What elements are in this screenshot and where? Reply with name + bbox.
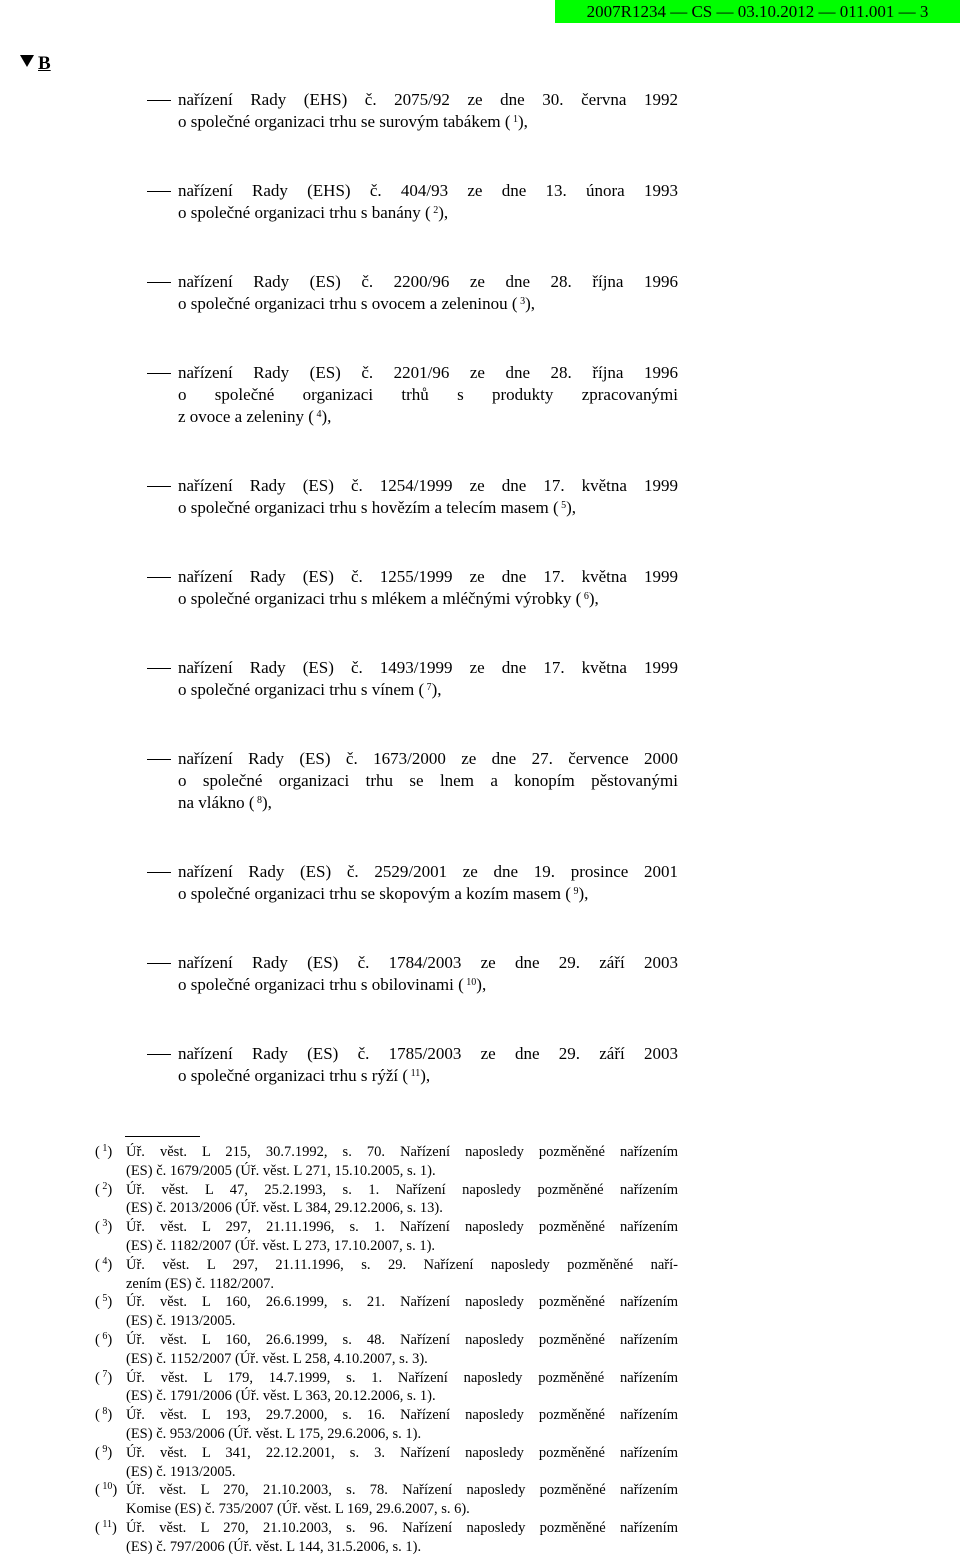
regulation-subject-text: o společné organizaci trhu s banány (	[178, 203, 431, 222]
regulation-text	[178, 1043, 678, 1087]
footnote-number: ( $^4$)	[95, 1255, 113, 1273]
footnote	[95, 1218, 680, 1256]
footnote	[95, 1293, 680, 1331]
footnote-line: (ES) č. 1913/2005.	[126, 1463, 236, 1480]
footnote-text	[126, 1256, 678, 1294]
footnote-number: ( $^{10}$)	[95, 1481, 118, 1499]
regulation-subject-text: o společné organizaci trhu s hovězím a telecím masem (	[178, 498, 559, 517]
footnote-text	[126, 1481, 678, 1519]
footnote-line: Úř. věst. L 179, 14.7.1999, s. 1. Nařízení naposledy pozměněné nařízením	[126, 1369, 678, 1386]
regulation-text	[178, 748, 678, 814]
regulation-entry	[0, 657, 960, 701]
footnote-number: ( $^{11}$)	[95, 1518, 117, 1536]
marker-label: B	[38, 53, 51, 74]
footnote-ref[interactable]: 8	[256, 795, 262, 806]
footnote-divider	[125, 1136, 200, 1137]
footnote-number: ( $^1$)	[95, 1143, 113, 1160]
regulation-entry	[0, 362, 960, 428]
regulation-subject-tail: ),	[321, 407, 332, 426]
footnote-line: (ES) č. 1679/2005 (Úř. věst. L 271, 15.10.2005, s. 1).	[126, 1162, 436, 1179]
regulation-entry	[0, 952, 960, 996]
regulation-text	[178, 566, 678, 610]
footnote-line: Úř. věst. L 193, 29.7.2000, s. 16. Nařízení naposledy pozměněné nařízením	[126, 1407, 678, 1424]
footnote-number: ( $^8$)	[95, 1406, 113, 1424]
em-dash-icon	[147, 668, 171, 669]
regulation-subject	[178, 974, 678, 996]
footnote	[95, 1369, 680, 1407]
footnote-ref[interactable]: 4	[316, 409, 322, 420]
footnote-line: (ES) č. 953/2006 (Úř. věst. L 175, 29.6.2006, s. 1).	[126, 1425, 422, 1442]
footnote-number: ( $^7$)	[95, 1368, 113, 1386]
footnote-text	[126, 1444, 678, 1482]
footnote-number: ( $^3$)	[95, 1218, 113, 1236]
footnote-text	[126, 1406, 678, 1444]
regulation-subject-tail: ),	[420, 1066, 431, 1085]
footnote	[95, 1331, 680, 1369]
amendment-marker	[20, 53, 51, 75]
footnote-line: zením (ES) č. 1182/2007.	[126, 1275, 275, 1292]
regulation-subject	[178, 1065, 678, 1087]
footnote-ref[interactable]: 6	[583, 591, 589, 602]
em-dash-icon	[147, 872, 171, 873]
footnote-ref[interactable]: 9	[573, 886, 579, 897]
regulation-subject-text: o společné organizaci trhu se surovým tabákem (	[178, 112, 511, 131]
regulation-subject	[178, 497, 678, 519]
footnote-ref[interactable]: 1	[513, 114, 518, 125]
regulation-entry	[0, 861, 960, 905]
regulation-entry	[0, 89, 960, 133]
regulation-text	[178, 952, 678, 996]
regulation-title-line: nařízení Rady (EHS) č. 2075/92 ze dne 30. června 1992	[178, 90, 678, 109]
footnote-text	[126, 1369, 678, 1407]
footnote	[95, 1444, 680, 1482]
regulation-subject-text: na vlákno (	[178, 793, 255, 812]
regulation-subject	[178, 588, 678, 610]
footnote-number: ( $^2$)	[95, 1180, 113, 1198]
em-dash-icon	[147, 282, 171, 283]
footnote	[95, 1481, 680, 1519]
regulation-title-line: nařízení Rady (ES) č. 2529/2001 ze dne 19. prosince 2001	[178, 862, 678, 881]
em-dash-icon	[147, 759, 171, 760]
regulation-subject	[178, 883, 678, 905]
regulation-subject	[178, 406, 678, 428]
footnote-line: (ES) č. 1182/2007 (Úř. věst. L 273, 17.10.2007, s. 1).	[126, 1237, 436, 1254]
footnote-line: Úř. věst. L 341, 22.12.2001, s. 3. Nařízení naposledy pozměněné nařízením	[126, 1444, 678, 1461]
regulation-subject-text: z ovoce a zeleniny (	[178, 407, 314, 426]
regulation-title-line: nařízení Rady (EHS) č. 404/93 ze dne 13. února 1993	[178, 181, 678, 200]
regulation-subject-text: o společné organizaci trhu s rýží (	[178, 1066, 409, 1085]
footnote-line: Úř. věst. L 47, 25.2.1993, s. 1. Nařízení naposledy pozměněné nařízením	[126, 1181, 678, 1198]
em-dash-icon	[147, 191, 171, 192]
footnote-line: Úř. věst. L 270, 21.10.2003, s. 96. Nařízení naposledy pozměněné nařízením	[126, 1519, 678, 1536]
footnotes	[95, 1143, 680, 1557]
regulation-subject-tail: ),	[518, 112, 528, 131]
regulation-subject-tail: ),	[588, 589, 599, 608]
footnote-text	[126, 1331, 678, 1369]
footnote	[95, 1519, 680, 1557]
regulation-subject	[178, 293, 678, 315]
footnote-ref[interactable]: 7	[426, 682, 432, 693]
regulation-title-line: nařízení Rady (ES) č. 1255/1999 ze dne 17. května 1999	[178, 567, 678, 586]
document-header: 2007R1234 — CS — 03.10.2012 — 011.001 — 3	[555, 0, 960, 23]
em-dash-icon	[147, 373, 171, 374]
regulation-entry	[0, 566, 960, 610]
regulation-subject-text: o společné organizaci trhu s obilovinami (	[178, 975, 464, 994]
footnote-line: (ES) č. 1913/2005.	[126, 1313, 236, 1330]
footnote	[95, 1406, 680, 1444]
regulation-subject-line: o společné organizaci trhu se lnem a konopím pěstovanými	[178, 771, 678, 790]
footnote-line: Úř. věst. L 215, 30.7.1992, s. 70. Nařízení naposledy pozměněné nařízením	[126, 1144, 678, 1160]
regulation-subject	[178, 111, 678, 133]
footnote-number: ( $^6$)	[95, 1330, 113, 1348]
regulation-subject-text: o společné organizaci trhu s vínem (	[178, 680, 425, 699]
regulation-subject-tail: ),	[476, 975, 487, 994]
regulation-title-line: nařízení Rady (ES) č. 2201/96 ze dne 28. října 1996	[178, 363, 678, 382]
footnote-line: Komise (ES) č. 735/2007 (Úř. věst. L 169, 29.6.2007, s. 6).	[126, 1501, 470, 1518]
footnote-line: Úř. věst. L 297, 21.11.1996, s. 29. Nařízení naposledy pozměněné naří-	[126, 1256, 678, 1273]
regulation-text	[178, 861, 678, 905]
footnote-line: Úř. věst. L 270, 21.10.2003, s. 78. Nařízení naposledy pozměněné nařízením	[126, 1482, 678, 1499]
footnote-line: (ES) č. 1791/2006 (Úř. věst. L 363, 20.12.2006, s. 1).	[126, 1388, 436, 1405]
regulation-text	[178, 475, 678, 519]
regulation-subject	[178, 679, 678, 701]
footnote-text	[126, 1519, 678, 1557]
regulation-text	[178, 180, 678, 224]
regulation-subject-tail: ),	[261, 793, 272, 812]
regulation-text	[178, 362, 678, 428]
regulation-title-line: nařízení Rady (ES) č. 1254/1999 ze dne 17. května 1999	[178, 476, 678, 495]
regulation-subject-tail: ),	[578, 884, 589, 903]
regulation-text	[178, 271, 678, 315]
em-dash-icon	[147, 100, 171, 101]
footnote-line: Úř. věst. L 297, 21.11.1996, s. 1. Nařízení naposledy pozměněné nařízením	[126, 1219, 678, 1236]
regulation-entry	[0, 1043, 960, 1087]
regulation-text	[178, 657, 678, 701]
regulation-subject-tail: ),	[566, 498, 577, 517]
regulation-subject-text: o společné organizaci trhu se skopovým a kozím masem (	[178, 884, 571, 903]
footnote-ref[interactable]: 11	[410, 1068, 421, 1079]
regulation-entry	[0, 180, 960, 224]
footnote-ref[interactable]: 5	[561, 500, 567, 511]
regulation-subject	[178, 792, 678, 814]
regulation-entry	[0, 748, 960, 814]
regulation-subject-tail: ),	[431, 680, 442, 699]
footnote-text	[126, 1293, 678, 1331]
regulation-title-line: nařízení Rady (ES) č. 1493/1999 ze dne 17. května 1999	[178, 658, 678, 677]
regulation-entry	[0, 475, 960, 519]
regulation-list	[0, 89, 960, 1134]
footnote-ref[interactable]: 3	[520, 296, 526, 307]
footnote-line: (ES) č. 2013/2006 (Úř. věst. L 384, 29.12.2006, s. 13).	[126, 1200, 443, 1217]
regulation-text	[178, 89, 678, 133]
em-dash-icon	[147, 1054, 171, 1055]
footnote	[95, 1256, 680, 1294]
footnote-line: Úř. věst. L 160, 26.6.1999, s. 48. Nařízení naposledy pozměněné nařízením	[126, 1331, 678, 1348]
footnote-ref[interactable]: 2	[433, 205, 439, 216]
footnote	[95, 1143, 680, 1181]
footnote-ref[interactable]: 10	[466, 977, 477, 988]
footnote-text	[126, 1181, 678, 1219]
regulation-title-line: nařízení Rady (ES) č. 1784/2003 ze dne 29. září 2003	[178, 953, 678, 972]
em-dash-icon	[147, 486, 171, 487]
regulation-title-line: nařízení Rady (ES) č. 1785/2003 ze dne 29. září 2003	[178, 1044, 678, 1063]
footnote-text	[126, 1218, 678, 1256]
footnote-line: Úř. věst. L 160, 26.6.1999, s. 21. Nařízení naposledy pozměněné nařízením	[126, 1294, 678, 1311]
regulation-title-line: nařízení Rady (ES) č. 2200/96 ze dne 28. října 1996	[178, 272, 678, 291]
footnote-number: ( $^5$)	[95, 1293, 113, 1311]
footnote-number: ( $^9$)	[95, 1443, 113, 1461]
footnote-text	[126, 1143, 678, 1181]
footnote-line: (ES) č. 797/2006 (Úř. věst. L 144, 31.5.2006, s. 1).	[126, 1538, 422, 1555]
regulation-subject	[178, 202, 678, 224]
em-dash-icon	[147, 577, 171, 578]
regulation-title-line: nařízení Rady (ES) č. 1673/2000 ze dne 27. července 2000	[178, 749, 678, 768]
regulation-subject-tail: ),	[525, 294, 535, 313]
footnote	[95, 1181, 680, 1219]
regulation-subject-line: o společné organizaci trhů s produkty zpracovanými	[178, 385, 678, 404]
footnote-line: (ES) č. 1152/2007 (Úř. věst. L 258, 4.10.2007, s. 3).	[126, 1350, 428, 1367]
em-dash-icon	[147, 963, 171, 964]
regulation-subject-text: o společné organizaci trhu s ovocem a zeleninou (	[178, 294, 518, 313]
regulation-entry	[0, 271, 960, 315]
regulation-subject-text: o společné organizaci trhu s mlékem a mléčnými výrobky (	[178, 589, 582, 608]
triangle-down-icon	[20, 55, 34, 67]
regulation-subject-tail: ),	[438, 203, 449, 222]
